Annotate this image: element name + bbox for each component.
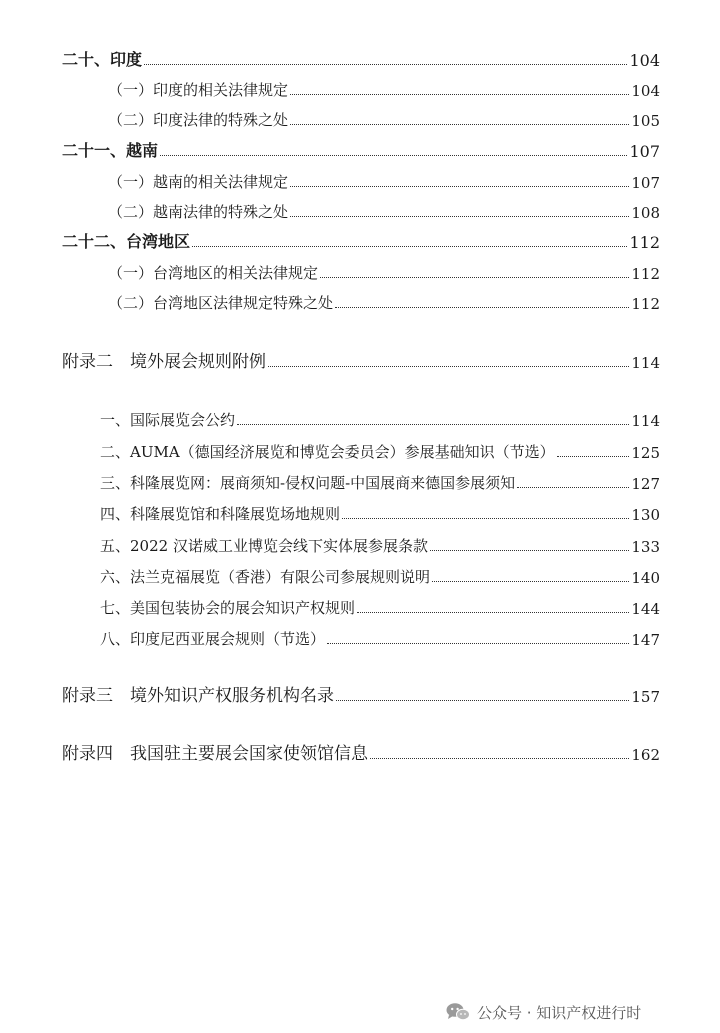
dot-leader (237, 424, 629, 425)
toc-entry-appendix-3[interactable] (0, 680, 720, 706)
toc-page-number: 114 (631, 354, 660, 372)
toc-page-number: 104 (631, 82, 660, 100)
toc-entry-vietnam[interactable] (0, 135, 720, 161)
toc-page-number: 147 (631, 631, 660, 649)
toc-entry-taiwan[interactable] (0, 226, 720, 252)
dot-leader (557, 456, 630, 457)
toc-entry-india-laws[interactable] (0, 74, 720, 100)
toc-page-number: 112 (631, 265, 660, 283)
toc-entry-india-special[interactable] (0, 104, 720, 130)
toc-entry-title: 附录四 我国驻主要展会国家使领馆信息 (62, 744, 368, 764)
toc-entry-title: 二十、印度 (62, 50, 143, 69)
toc-page-number: 157 (631, 688, 660, 706)
toc-page-number: 108 (631, 204, 660, 222)
toc-entry-title: （一）越南的相关法律规定 (108, 173, 289, 191)
toc-entry-title: （二）台湾地区法律规定特殊之处 (108, 294, 334, 312)
dot-leader (370, 758, 629, 759)
toc-entry-appendix-2-item-7[interactable] (0, 592, 720, 618)
toc-entry-title: 八、印度尼西亚展会规则（节选） (100, 630, 326, 648)
toc-page-number: 144 (631, 600, 660, 618)
toc-page-number: 114 (631, 412, 660, 430)
toc-page-number: 107 (629, 142, 660, 161)
toc-page-number: 162 (631, 746, 660, 764)
toc-entry-appendix-2-item-3[interactable] (0, 467, 720, 493)
dot-leader (432, 581, 629, 582)
toc-entry-title: 附录二 境外展会规则附例 (62, 352, 266, 372)
dot-leader (290, 124, 629, 125)
toc-page-number: 104 (629, 51, 660, 70)
toc-entry-title: 二十一、越南 (62, 141, 159, 160)
dot-leader (342, 518, 629, 519)
watermark (445, 1000, 641, 1024)
toc-entry-appendix-2-item-5[interactable] (0, 530, 720, 556)
toc-entry-appendix-2-item-6[interactable] (0, 561, 720, 587)
toc-page-number: 140 (631, 569, 660, 587)
wechat-icon (445, 1002, 471, 1022)
toc-entry-title: （二）印度法律的特殊之处 (108, 111, 289, 129)
dot-leader (336, 700, 629, 701)
toc-entry-title: 二、AUMA（德国经济展览和博览会委员会）参展基础知识（节选） (100, 443, 555, 461)
dot-leader (320, 277, 629, 278)
toc-page-number: 133 (631, 538, 660, 556)
toc-entry-title: 一、国际展览会公约 (100, 411, 236, 429)
toc-entry-title: 附录三 境外知识产权服务机构名录 (62, 686, 334, 706)
toc-entry-taiwan-laws[interactable] (0, 257, 720, 283)
toc-entry-title: （二）越南法律的特殊之处 (108, 203, 289, 221)
toc-entry-title: 三、科隆展览网：展商须知-侵权问题-中国展商来德国参展须知 (100, 474, 516, 492)
toc-page-number: 105 (631, 112, 660, 130)
toc-entry-appendix-2-item-8[interactable] (0, 623, 720, 649)
dot-leader (268, 366, 629, 367)
toc-entry-title: 五、2022 汉诺威工业博览会线下实体展参展条款 (100, 537, 428, 555)
toc-entry-appendix-2[interactable] (0, 346, 720, 372)
toc-page-number: 130 (631, 506, 660, 524)
dot-leader (160, 155, 627, 156)
toc-entry-vietnam-laws[interactable] (0, 166, 720, 192)
toc-entry-title: 七、美国包装协会的展会知识产权规则 (100, 599, 356, 617)
dot-leader (327, 643, 629, 644)
watermark-text: 公众号 · 知识产权进行时 (477, 1003, 642, 1022)
toc-entry-title: 六、法兰克福展览（香港）有限公司参展规则说明 (100, 568, 431, 586)
toc-entry-taiwan-special[interactable] (0, 287, 720, 313)
toc-entry-appendix-2-item-4[interactable] (0, 498, 720, 524)
dot-leader (290, 94, 629, 95)
dot-leader (357, 612, 629, 613)
toc-page-number: 112 (629, 233, 660, 252)
toc-page-number: 127 (631, 475, 660, 493)
toc-page-number: 107 (631, 174, 660, 192)
dot-leader (517, 487, 629, 488)
toc-entry-title: 四、科隆展览馆和科隆展览场地规则 (100, 505, 341, 523)
toc-entry-appendix-2-item-1[interactable] (0, 404, 720, 430)
toc-entry-appendix-2-item-2[interactable] (0, 436, 720, 462)
toc-entry-india[interactable] (0, 44, 720, 70)
toc-entry-title: （一）台湾地区的相关法律规定 (108, 264, 319, 282)
toc-entry-appendix-4[interactable] (0, 738, 720, 764)
dot-leader (290, 216, 629, 217)
toc-entry-title: （一）印度的相关法律规定 (108, 81, 289, 99)
dot-leader (144, 64, 627, 65)
dot-leader (192, 246, 627, 247)
toc-page-number: 125 (631, 444, 660, 462)
toc-entry-title: 二十二、台湾地区 (62, 232, 191, 251)
toc-entry-vietnam-special[interactable] (0, 196, 720, 222)
dot-leader (290, 186, 629, 187)
toc-page-number: 112 (631, 295, 660, 313)
dot-leader (335, 307, 629, 308)
dot-leader (430, 550, 629, 551)
